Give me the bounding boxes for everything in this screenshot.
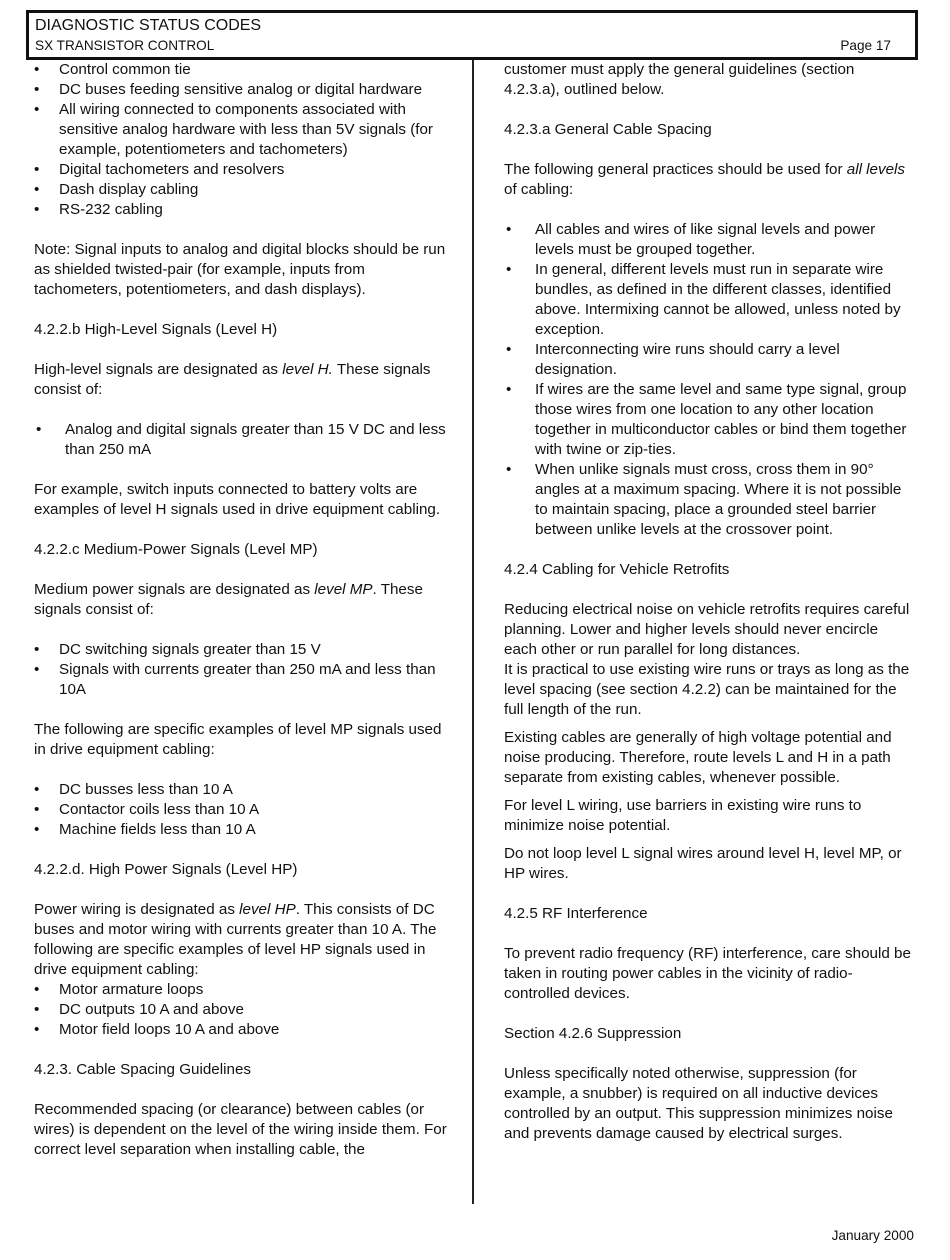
cable-spacing-paragraph: Recommended spacing (or clearance) between cables (or wires) is dependent on the level of the wiring inside them. For correct level separation when installing cable, the	[34, 1101, 447, 1158]
sensitive-wiring-list	[34, 60, 452, 220]
list-item: • When unlike signals must cross, cross them in 90° angles at a maximum spacing. Where it is not possible to maintain spacing, place a grounded steel barrier between unlike levels at the crossover point.	[504, 460, 914, 540]
page-header	[26, 10, 918, 60]
section-heading-medium-power: 4.2.2.c Medium-Power Signals (Level MP)	[34, 541, 318, 558]
list-item: • DC outputs 10 A and above	[34, 1000, 452, 1020]
list-item: • Motor armature loops	[34, 980, 452, 1000]
left-column	[34, 60, 452, 1160]
list-item: • Dash display cabling	[34, 180, 452, 200]
list-item: • Motor field loops 10 A and above	[34, 1020, 452, 1040]
cable-spacing-continued: customer must apply the general guidelines (section 4.2.3.a), outlined below.	[504, 61, 855, 98]
list-item: • DC buses feeding sensitive analog or digital hardware	[34, 80, 452, 100]
high-power-intro: Power wiring is designated as level HP. This consists of DC buses and motor wiring with currents greater than 10 A. The following are specific examples of level HP signals used in drive equipment cabling:	[34, 901, 437, 978]
list-item: • Contactor coils less than 10 A	[34, 800, 452, 820]
list-item: • Interconnecting wire runs should carry a level designation.	[504, 340, 914, 380]
general-spacing-intro: The following general practices should be used for all levels of cabling:	[504, 161, 906, 198]
section-heading-rf-interference: 4.2.5 RF Interference	[504, 905, 648, 922]
list-item: • Control common tie	[34, 60, 452, 80]
section-heading-suppression: Section 4.2.6 Suppression	[504, 1025, 682, 1042]
retrofit-paragraph-3: For level L wiring, use barriers in existing wire runs to minimize noise potential.	[504, 797, 862, 834]
list-item: • DC busses less than 10 A	[34, 780, 452, 800]
list-item: • Digital tachometers and resolvers	[34, 160, 452, 180]
footer-date: January 2000	[831, 1228, 914, 1243]
retrofit-paragraph-1b: It is practical to use existing wire runs or trays as long as the level spacing (see section 4.2.2) can be maintained for the full length of the run.	[504, 661, 910, 718]
list-item: • Machine fields less than 10 A	[34, 820, 452, 840]
list-item: • All wiring connected to components associated with sensitive analog hardware with less than 5V signals (for example, potentiometers and tachometers)	[34, 100, 452, 160]
general-spacing-list	[504, 220, 914, 540]
list-item: • Signals with currents greater than 250 mA and less than 10A	[34, 660, 452, 700]
section-heading-cable-spacing: 4.2.3. Cable Spacing Guidelines	[34, 1061, 251, 1078]
document-subtitle: SX TRANSISTOR CONTROL	[35, 38, 215, 53]
medium-power-list	[34, 640, 452, 700]
section-heading-high-power: 4.2.2.d. High Power Signals (Level HP)	[34, 861, 298, 878]
section-heading-vehicle-retrofits: 4.2.4 Cabling for Vehicle Retrofits	[504, 561, 730, 578]
rf-paragraph: To prevent radio frequency (RF) interference, care should be taken in routing power cables in the vicinity of radio-controlled devices.	[504, 945, 911, 1002]
section-heading-high-level: 4.2.2.b High-Level Signals (Level H)	[34, 321, 278, 338]
medium-power-examples-list	[34, 780, 452, 840]
column-divider	[472, 60, 474, 1204]
suppression-paragraph: Unless specifically noted otherwise, suppression (for example, a snubber) is required on all inductive devices controlled by an output. This suppression minimizes noise and prevents damage caused by electrical surges.	[504, 1065, 893, 1142]
retrofit-paragraph-1: Reducing electrical noise on vehicle retrofits requires careful planning. Lower and higher levels should never encircle each other or run parallel for long distances.	[504, 601, 910, 658]
retrofit-paragraph-4: Do not loop level L signal wires around level H, level MP, or HP wires.	[504, 845, 902, 882]
document-title: DIAGNOSTIC STATUS CODES	[35, 17, 262, 34]
list-item: • All cables and wires of like signal levels and power levels must be grouped together.	[504, 220, 914, 260]
high-power-list	[34, 980, 452, 1040]
high-level-list	[34, 420, 452, 460]
medium-power-examples-intro: The following are specific examples of level MP signals used in drive equipment cabling:	[34, 721, 442, 758]
retrofit-paragraph-2: Existing cables are generally of high voltage potential and noise producing. Therefore, route levels L and H in a path separate from existing cables, whenever possible.	[504, 729, 892, 786]
high-level-intro: High-level signals are designated as level H. These signals consist of:	[34, 361, 431, 398]
section-heading-general-spacing: 4.2.3.a General Cable Spacing	[504, 121, 712, 138]
list-item: • In general, different levels must run in separate wire bundles, as defined in the different classes, identified above. Intermixing cannot be allowed, unless noted by exception.	[504, 260, 914, 340]
list-item: • DC switching signals greater than 15 V	[34, 640, 452, 660]
signal-note: Note: Signal inputs to analog and digital blocks should be run as shielded twisted-pair (for example, inputs from tachometers, potentiometers, and dash displays).	[34, 241, 446, 298]
high-level-example: For example, switch inputs connected to battery volts are examples of level H signals used in drive equipment cabling.	[34, 481, 441, 518]
list-item: • If wires are the same level and same type signal, group those wires from one location to any other location together in multiconductor cables or bind them together with twine or zip-ties.	[504, 380, 914, 460]
list-item: • RS-232 cabling	[34, 200, 452, 220]
medium-power-intro: Medium power signals are designated as level MP. These signals consist of:	[34, 581, 423, 618]
list-item: • Analog and digital signals greater than 15 V DC and less than 250 mA	[34, 420, 452, 460]
page-number: Page 17	[840, 38, 891, 53]
right-column	[504, 60, 914, 1144]
